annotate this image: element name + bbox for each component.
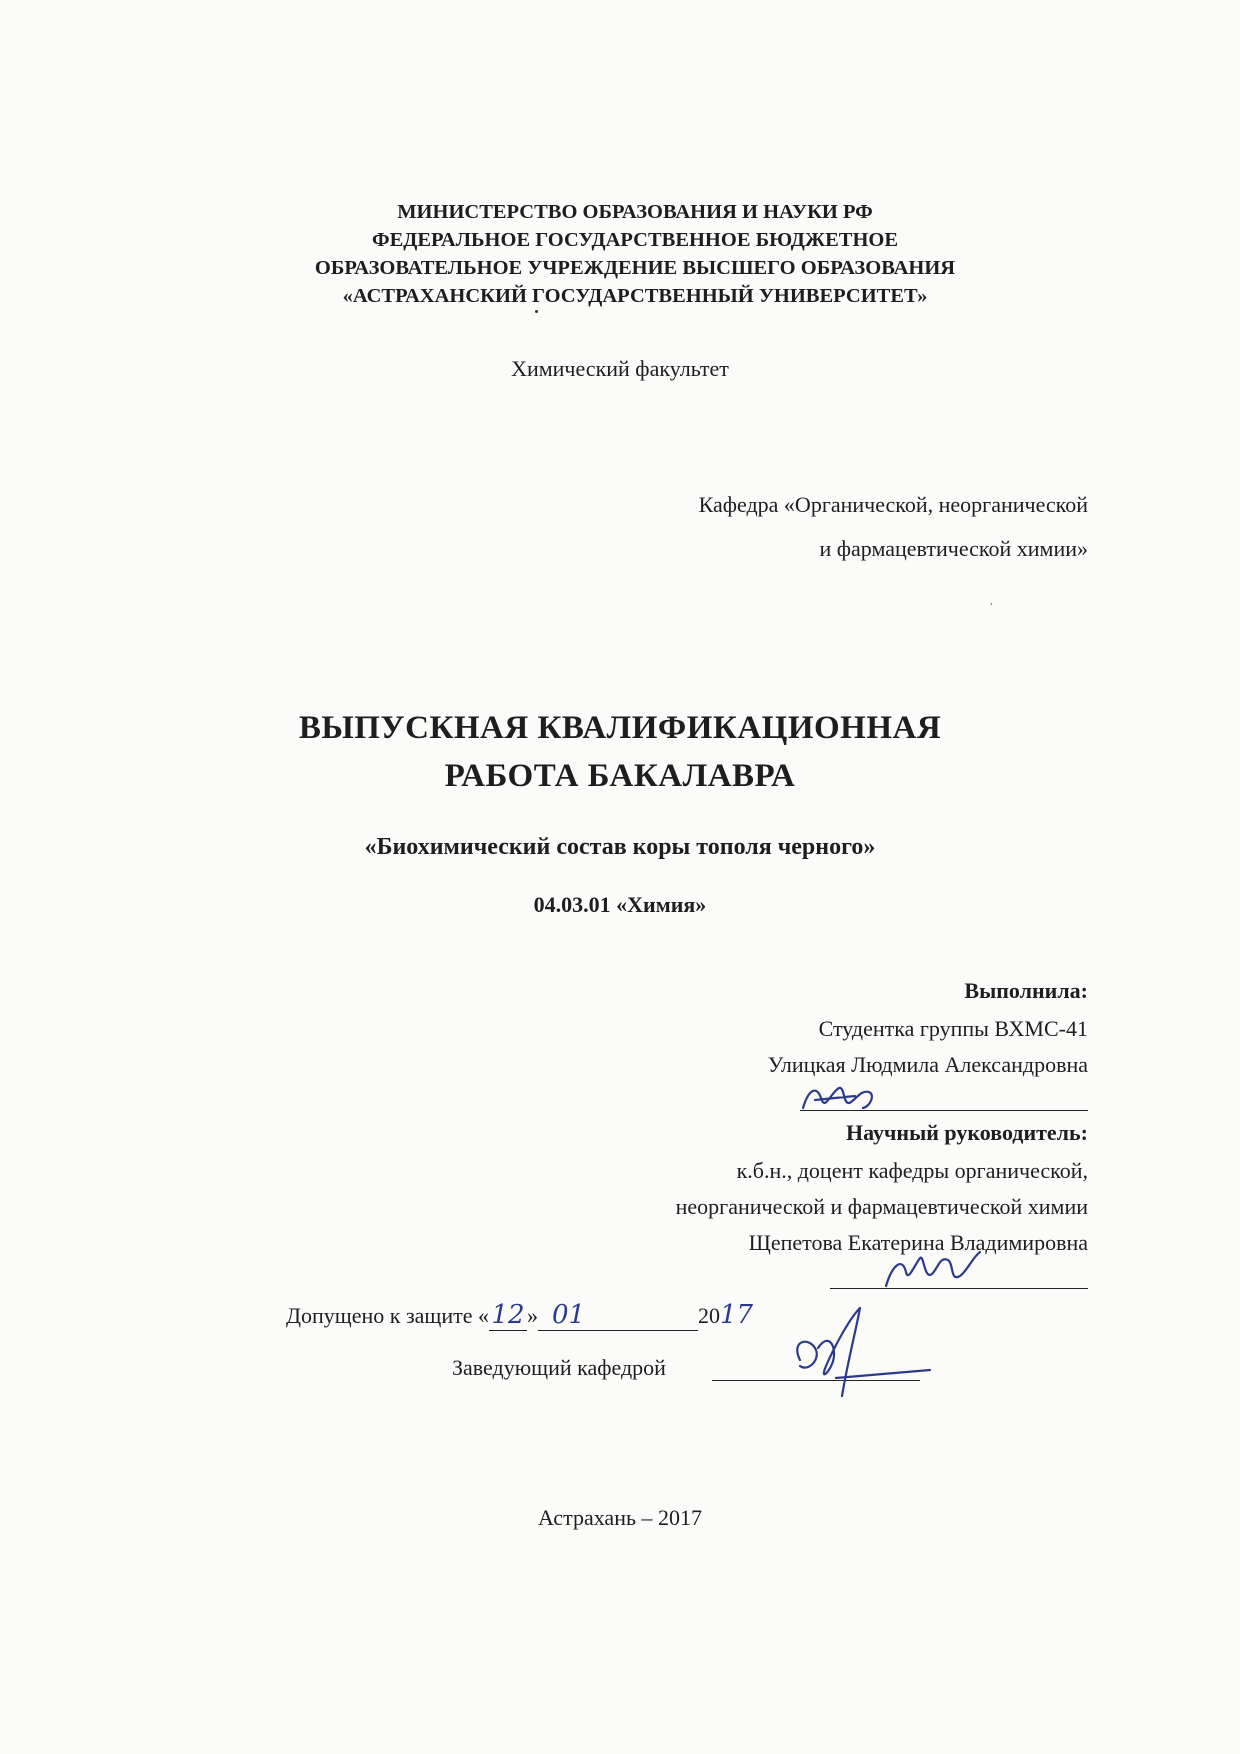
ministry-line-1: МИНИСТЕРСТВО ОБРАЗОВАНИЯ И НАУКИ РФ [397,201,873,223]
admission-line [286,1300,753,1331]
supervisor-name: Щепетова Екатерина Владимировна [748,1230,1088,1255]
ministry-line-2: ФЕДЕРАЛЬНОЕ ГОСУДАРСТВЕННОЕ БЮДЖЕТНОЕ [371,229,899,251]
ministry-line-4: «АСТРАХАНСКИЙ ГОСУДАРСТВЕННЫЙ УНИВЕРСИТЕТ» [342,285,928,307]
work-title-line-1: ВЫПУСКНАЯ КВАЛИФИКАЦИОННАЯ [298,710,942,746]
admission-close-quote: » [527,1303,538,1328]
ministry-line-3: ОБРАЗОВАТЕЛЬНОЕ УЧРЕЖДЕНИЕ ВЫСШЕГО ОБРАЗОВАНИЯ [314,257,956,279]
faculty-name: Химический факультет [511,356,729,381]
author-signature [795,1078,885,1124]
thesis-topic: «Биохимический состав коры тополя черного» [364,834,876,860]
admission-year-prefix: 20 [698,1303,720,1328]
author-group: Студентка группы ВХМС-41 [818,1016,1088,1041]
ministry-header [280,198,990,310]
admission-day: 12 [489,1300,527,1331]
head-of-department-label: Заведующий кафедрой [452,1355,666,1380]
department-line-1: Кафедра «Органической, неорганической [698,492,1088,517]
stray-dot [535,310,538,313]
supervisor-label: Научный руководитель: [846,1120,1088,1145]
supervisor-title-line-1: к.б.н., доцент кафедры органической, [736,1158,1088,1183]
work-title-line-2: РАБОТА БАКАЛАВРА [444,758,796,794]
admission-month: 01 [538,1300,698,1331]
supervisor-title-line-2: неорганической и фармацевтической химии [675,1194,1088,1219]
city-year: Астрахань – 2017 [537,1505,703,1530]
specialty-code: 04.03.01 «Химия» [533,892,707,917]
author-name: Улицкая Людмила Александровна [767,1052,1088,1077]
head-signature [760,1300,940,1410]
admission-year-suffix: 17 [720,1300,754,1330]
admission-prefix: Допущено к защите « [286,1303,489,1328]
department-line-2: и фармацевтической химии» [819,536,1088,561]
supervisor-signature [880,1246,990,1296]
paper-speck: , [990,596,993,607]
author-label: Выполнила: [964,978,1088,1003]
